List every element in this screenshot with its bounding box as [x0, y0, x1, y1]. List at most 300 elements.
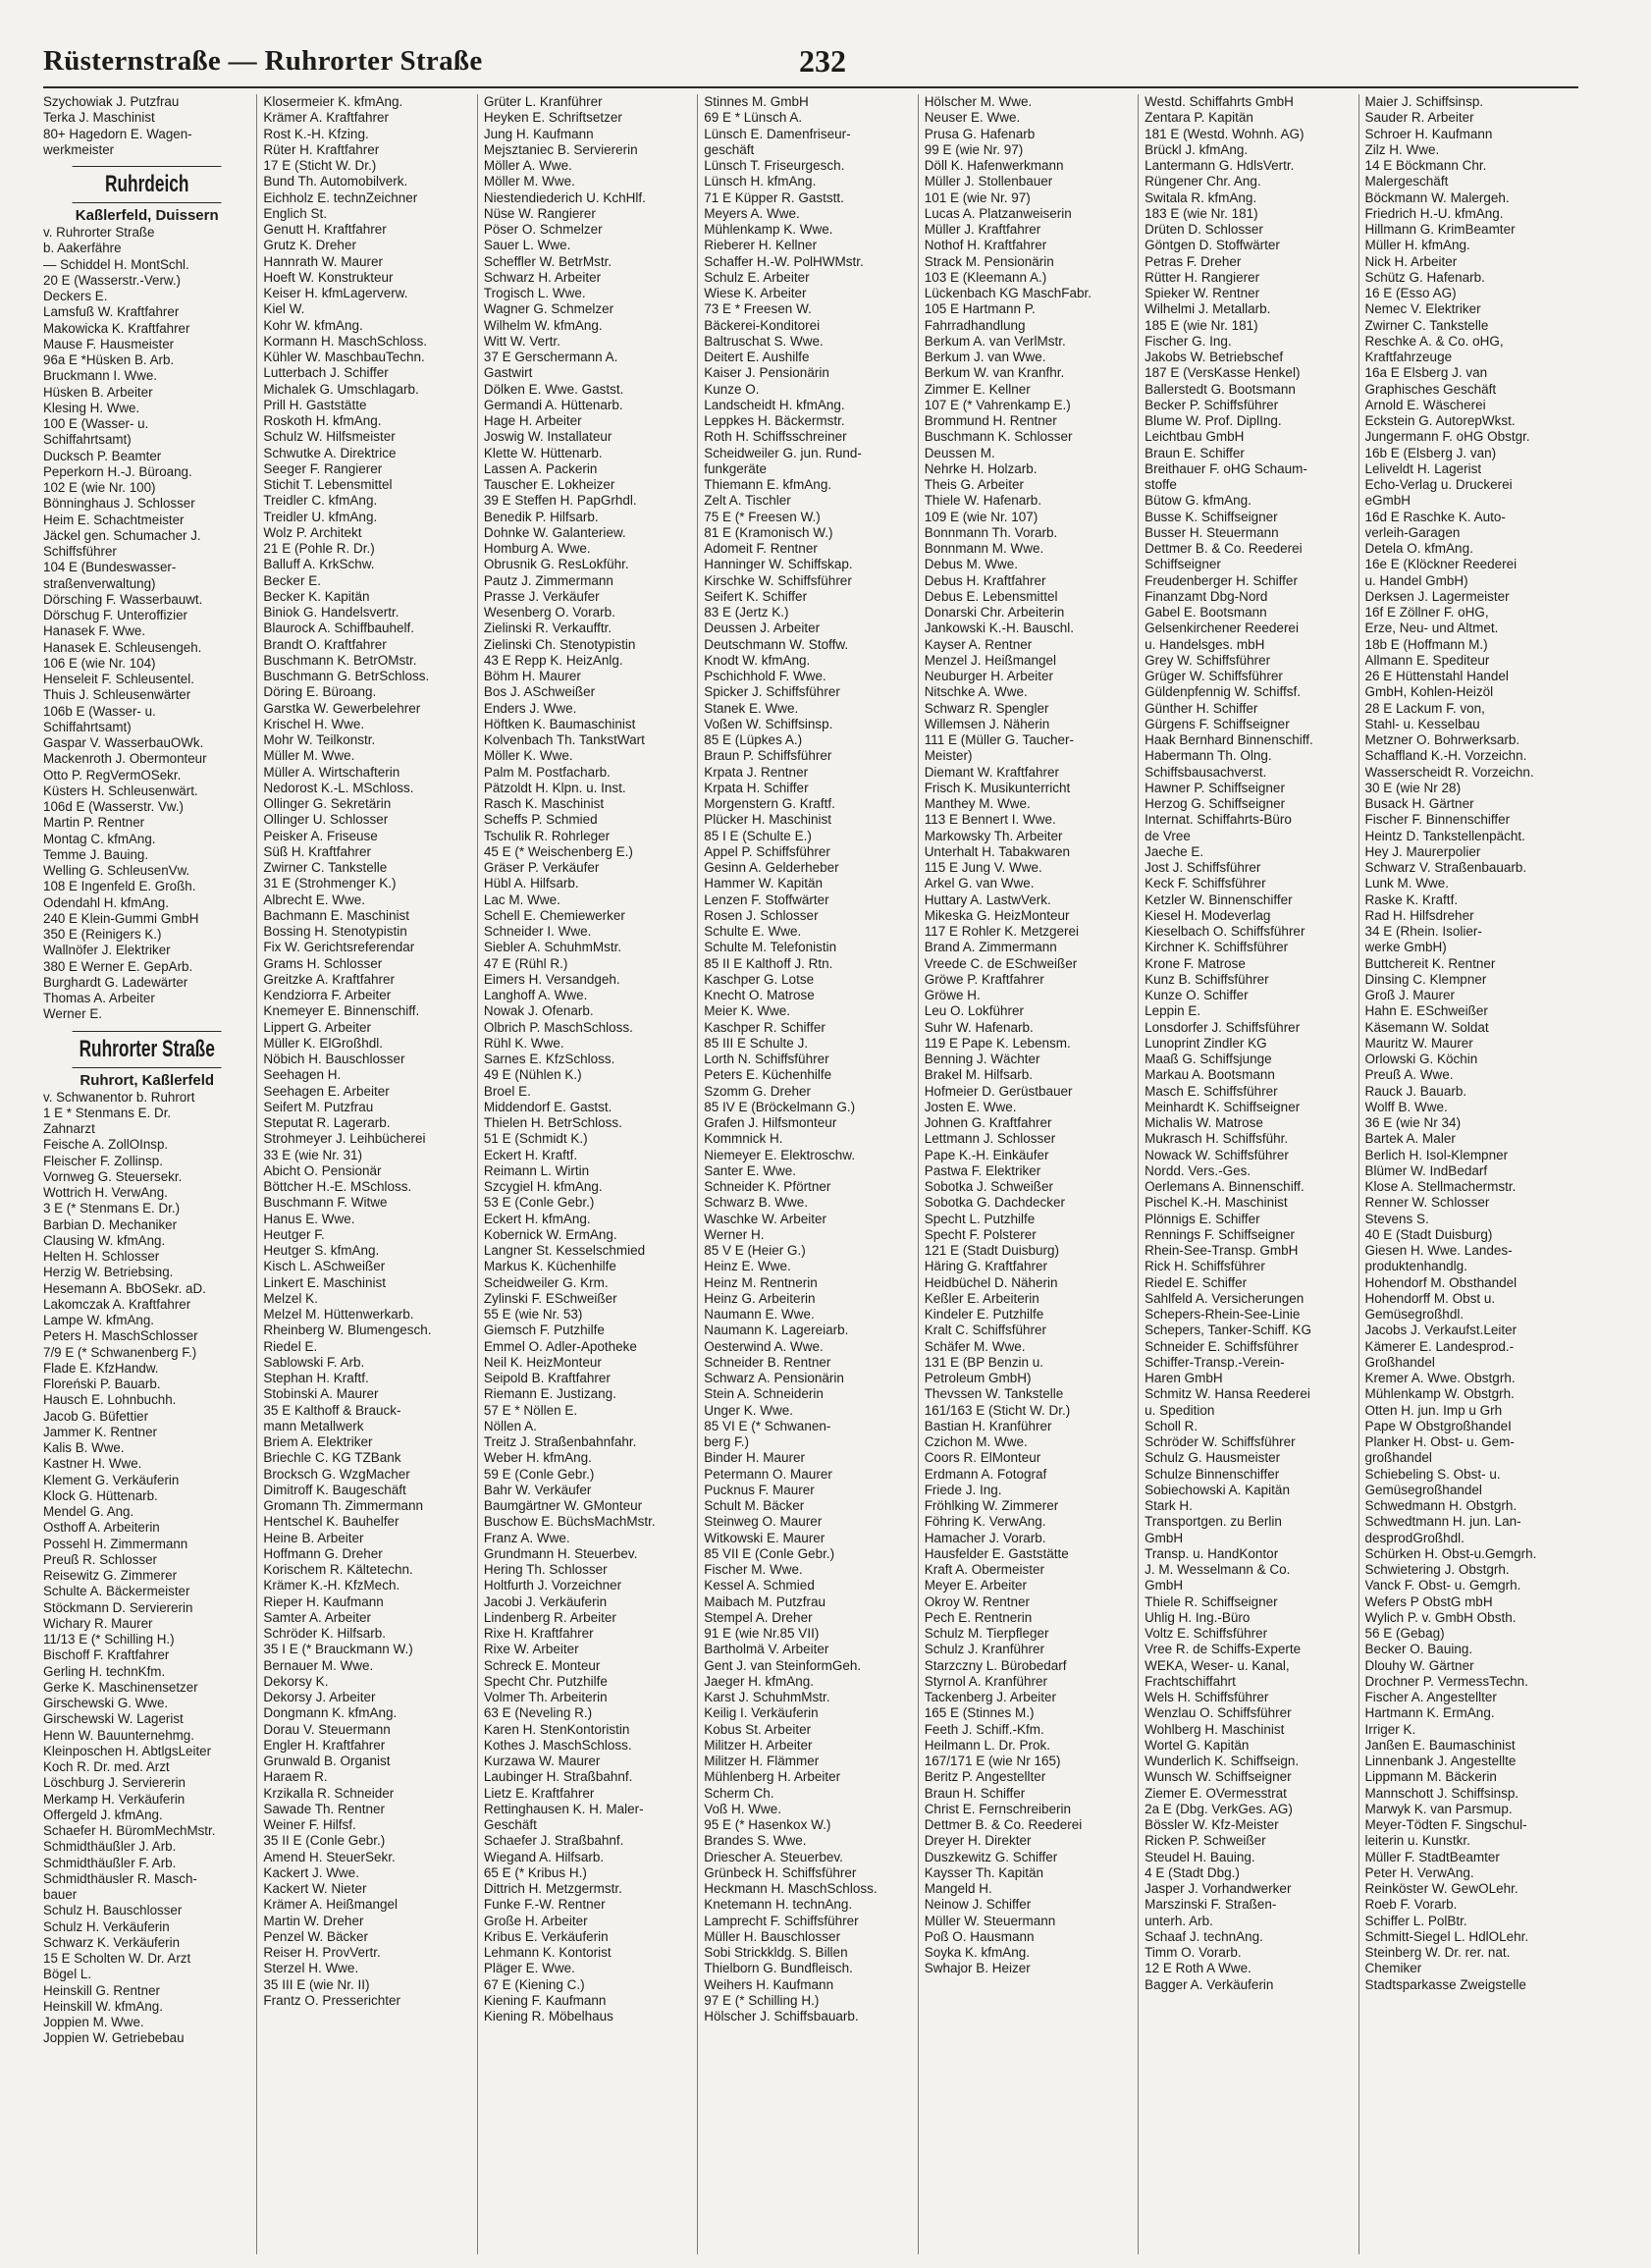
directory-entry: Meyer-Tödten F. Singschul-	[1364, 1817, 1527, 1832]
directory-entry: Zwirner C. Tankstelle	[1364, 317, 1489, 333]
directory-entry: Lehmann K. Kontorist	[483, 1945, 612, 1960]
directory-entry: Rennings F. Schiffseigner	[1145, 1226, 1295, 1242]
directory-entry: Gräser P. Verkäufer	[483, 860, 600, 875]
directory-entry: Jungermann F. oHG Obstgr.	[1364, 429, 1530, 445]
directory-entry: Palm M. Postfacharb.	[483, 764, 611, 780]
directory-entry: Abicht O. Pensionär	[263, 1162, 382, 1178]
directory-entry: Zylinski F. ESchweißer	[483, 1290, 617, 1306]
directory-column	[43, 94, 256, 2254]
directory-entry: Swhajor B. Heizer	[924, 1961, 1031, 1976]
directory-entry: Scheffs P. Schmied	[483, 812, 598, 828]
directory-entry: Finanzamt Dbg-Nord	[1145, 588, 1268, 604]
directory-entry: 2a E (Dbg. VerkGes. AG)	[1145, 1801, 1293, 1816]
directory-entry: Nehrke H. Holzarb.	[924, 460, 1038, 476]
directory-entry: 106b E (Wasser- u.	[43, 703, 156, 719]
directory-entry: Hannrath W. Maurer	[263, 253, 383, 269]
directory-entry: berg F.)	[704, 1434, 750, 1449]
directory-entry: Wylich P. v. GmbH Obsth.	[1364, 1609, 1517, 1625]
directory-entry: Müller H. kfmAng.	[1364, 238, 1470, 253]
directory-entry: Möller K. Wwe.	[483, 748, 573, 764]
directory-entry: Nemec V. Elektriker	[1364, 301, 1481, 317]
directory-entry: Middendorf E. Gastst.	[483, 1099, 612, 1114]
directory-entry: Deussen J. Arbeiter	[704, 621, 821, 636]
directory-entry: Strack M. Pensionärin	[924, 253, 1054, 269]
directory-entry: straßenverwaltung)	[43, 575, 156, 591]
directory-entry: Bönninghaus J. Schlosser	[43, 496, 195, 512]
directory-entry: Meier K. Wwe.	[704, 1003, 791, 1019]
directory-entry: Beritz P. Angestellter	[924, 1769, 1046, 1785]
directory-entry: Kackert W. Nieter	[263, 1881, 367, 1896]
directory-entry: WEKA, Weser- u. Kanal,	[1145, 1657, 1290, 1673]
directory-entry: 39 E Steffen H. PapGrhdl.	[483, 493, 637, 509]
directory-entry: 167/171 E (wie Nr 165)	[924, 1754, 1061, 1768]
directory-entry: Hammer W. Kapitän	[704, 876, 824, 891]
directory-entry: Hüsken B. Arbeiter	[43, 384, 153, 400]
directory-entry: Eckstein G. AutorepWkst.	[1364, 413, 1516, 428]
directory-entry: Riedel E.	[263, 1338, 318, 1354]
directory-entry: Nöllen A.	[483, 1418, 537, 1433]
directory-entry: Kremer A. Wwe. Obstgrh.	[1364, 1371, 1516, 1385]
directory-entry: Bernauer M. Wwe.	[263, 1657, 374, 1673]
directory-entry: Landscheidt H. kfmAng.	[704, 397, 845, 412]
directory-entry: Hamacher J. Vorarb.	[924, 1530, 1046, 1545]
directory-entry: Heinskill W. kfmAng.	[43, 1998, 163, 2014]
directory-entry: Vreede C. de ESchweißer	[924, 955, 1078, 971]
directory-entry: Schwarz K. Verkäuferin	[43, 1934, 181, 1950]
directory-entry: Meinhardt K. Schiffseigner	[1145, 1099, 1301, 1114]
directory-entry: Hohendorf M. Obsthandel	[1364, 1274, 1518, 1290]
directory-entry: Marwyk K. van Parsmup.	[1364, 1801, 1513, 1816]
directory-entry: 34 E (Rhein. Isolier-	[1364, 924, 1482, 939]
directory-entry: Kendziorra F. Arbeiter	[263, 988, 392, 1002]
directory-entry: Schmidthäußler F. Arb.	[43, 1855, 177, 1870]
directory-entry: verleih-Garagen	[1364, 524, 1461, 540]
directory-entry: Petroleum GmbH)	[924, 1371, 1032, 1385]
directory-entry: Nöbich H. Bauschlosser	[263, 1052, 405, 1066]
directory-entry: Lonsdorfer J. Schiffsführer	[1145, 1019, 1301, 1035]
directory-entry: Gastwirt	[483, 365, 533, 381]
directory-entry: Schiffahrtsamt)	[43, 719, 132, 734]
directory-entry: Tauscher E. Lokheizer	[483, 477, 615, 492]
street-heading: Ruhrdeich	[73, 166, 222, 203]
directory-entry: Peter H. VerwAng.	[1364, 1864, 1474, 1880]
directory-entry: Lünsch H. kfmAng.	[704, 174, 817, 189]
directory-entry: Kaschper G. Lotse	[704, 971, 815, 987]
directory-column	[256, 94, 476, 2254]
directory-entry: 7/9 E (* Schwanenberg F.)	[43, 1344, 197, 1360]
directory-entry: Jasper J. Vorhandwerker	[1145, 1881, 1292, 1896]
directory-entry: 81 E (Kramonisch W.)	[704, 524, 833, 540]
directory-entry: Malergeschäft	[1364, 174, 1449, 189]
directory-entry: Stein A. Schneiderin	[704, 1386, 824, 1402]
directory-entry: 117 E Rohler K. Metzgerei	[924, 924, 1080, 939]
directory-entry: 96a E *Hüsken B. Arb.	[43, 352, 175, 367]
directory-entry: Terka J. Maschinist	[43, 110, 155, 126]
directory-entry: Mohr W. Teilkonstr.	[263, 732, 376, 747]
directory-entry: Allmann E. Spediteur	[1364, 652, 1490, 668]
directory-entry: Schröder K. Hilfsarb.	[263, 1626, 386, 1641]
directory-entry: Naumann K. Lagereiarb.	[704, 1323, 849, 1338]
directory-entry: Fröhlking W. Zimmerer	[924, 1498, 1059, 1513]
directory-entry: stoffe	[1145, 477, 1177, 492]
directory-entry: Schepers-Rhein-See-Linie	[1145, 1307, 1301, 1322]
directory-entry: Werner E.	[43, 1006, 102, 1022]
directory-entry: Leichtbau GmbH	[1145, 429, 1245, 445]
directory-entry: 95 E (* Hasenkox W.)	[704, 1817, 831, 1832]
directory-entry: Nedorost K.-L. MSchloss.	[263, 780, 414, 795]
directory-entry: Döring E. Büroang.	[263, 684, 377, 700]
directory-entry: Kaschper R. Schiffer	[704, 1019, 826, 1035]
directory-entry: Schreck E. Monteur	[483, 1657, 601, 1673]
directory-entry: 85 III E Schulte J.	[704, 1035, 809, 1051]
directory-entry: Nitschke A. Wwe.	[924, 684, 1028, 700]
directory-entry: Theis G. Arbeiter	[924, 477, 1024, 492]
directory-entry: 43 E Repp K. HeizAnlg.	[483, 652, 623, 668]
directory-entry: Mendel G. Ang.	[43, 1504, 134, 1519]
directory-entry: Otto P. RegVermOSekr.	[43, 767, 182, 783]
directory-entry: Steudel H. Bauing.	[1145, 1849, 1255, 1864]
directory-entry: Böckmann W. Malergeh.	[1364, 189, 1510, 205]
directory-entry: 16f E Zöllner F. oHG,	[1364, 605, 1489, 620]
directory-entry: Schiffahrtsamt)	[43, 432, 132, 448]
directory-entry: Kämerer E. Landesprod.-	[1364, 1338, 1515, 1354]
directory-entry: Rauck J. Bauarb.	[1364, 1083, 1467, 1099]
directory-entry: u. Handelsges. mbH	[1145, 636, 1265, 652]
directory-entry: Wiegand A. Hilfsarb.	[483, 1849, 605, 1864]
directory-entry: Lampe W. kfmAng.	[43, 1313, 155, 1327]
page-title: Rüsternstraße — Ruhrorter Straße	[43, 45, 483, 77]
directory-entry: Lamsfuß W. Kraftfahrer	[43, 304, 180, 320]
directory-entry: Debus H. Kraftfahrer	[924, 572, 1046, 588]
directory-entry: Hage H. Arbeiter	[483, 413, 582, 428]
directory-entry: Wenzlau O. Schiffsführer	[1145, 1705, 1292, 1721]
directory-entry: Pastwa F. Elektriker	[924, 1162, 1041, 1178]
directory-entry: Heintz D. Tankstellenpächt.	[1364, 828, 1525, 843]
directory-entry: Jacobs J. Verkaufst.Leiter	[1364, 1323, 1518, 1338]
directory-entry: Dekorsy K.	[263, 1673, 329, 1689]
directory-entry: Rheinberg W. Blumengesch.	[263, 1323, 432, 1338]
directory-entry: Mikeska G. HeizMonteur	[924, 907, 1070, 923]
directory-entry: 104 E (Bundeswasser-	[43, 560, 177, 575]
directory-entry: Grüter L. Kranführer	[483, 94, 603, 109]
directory-entry: Kribus E. Verkäuferin	[483, 1928, 609, 1944]
directory-entry: 107 E (* Vahrenkamp E.)	[924, 397, 1071, 412]
directory-entry: Keßler E. Arbeiterin	[924, 1290, 1039, 1306]
directory-entry: Deutschmann W. Stoffw.	[704, 636, 849, 652]
directory-entry: Nowack W. Schiffsführer	[1145, 1147, 1289, 1162]
directory-entry: Keck F. Schiffsführer	[1145, 876, 1266, 891]
directory-entry: Dekorsy J. Arbeiter	[263, 1690, 376, 1704]
directory-entry: Wasserscheidt R. Vorzeichn.	[1364, 764, 1534, 780]
directory-entry: Garstka W. Gewerbelehrer	[263, 700, 421, 716]
directory-entry: Peters H. MaschSchlosser	[43, 1328, 198, 1344]
directory-entry: Stevens S.	[1364, 1211, 1429, 1226]
directory-entry: 53 E (Conle Gebr.)	[483, 1195, 595, 1211]
directory-entry: Pautz J. Zimmermann	[483, 572, 613, 588]
directory-entry: Dettmer B. & Co. Reederei	[1145, 541, 1303, 556]
directory-entry: Drochner P. VermessTechn.	[1364, 1673, 1528, 1689]
directory-entry: Gelsenkirchener Reederei	[1145, 621, 1299, 636]
directory-entry: Martin W. Dreher	[263, 1913, 364, 1928]
directory-entry: Lamprecht F. Schiffsführer	[704, 1913, 859, 1928]
directory-entry: Maaß G. Schiffsjunge	[1145, 1052, 1272, 1066]
directory-entry: 16a E Elsberg J. van	[1364, 365, 1488, 381]
directory-entry: Rasch K. Maschinist	[483, 796, 605, 811]
directory-entry: Oesterwind A. Wwe.	[704, 1338, 824, 1354]
directory-entry: Martin P. Rentner	[43, 815, 145, 831]
directory-entry: Possehl H. Zimmermann	[43, 1536, 188, 1551]
directory-entry: Meyers A. Wwe.	[704, 205, 800, 221]
directory-entry: Seehagen E. Arbeiter	[263, 1083, 390, 1099]
directory-entry: Seifert K. Schiffer	[704, 588, 808, 604]
directory-entry: Schiffer-Transp.-Verein-	[1145, 1354, 1285, 1370]
directory-entry: Balluff A. KrkSchw.	[263, 557, 375, 572]
directory-entry: mann Metallwerk	[263, 1418, 364, 1433]
directory-entry: Manthey M. Wwe.	[924, 796, 1031, 811]
directory-entry: Josten E. Wwe.	[924, 1099, 1017, 1114]
directory-entry: Welling G. SchleusenVw.	[43, 863, 190, 878]
directory-entry: Krone F. Matrose	[1145, 955, 1246, 971]
directory-entry: Donarski Chr. Arbeiterin	[924, 605, 1065, 620]
directory-entry: Zahnarzt	[43, 1121, 95, 1136]
directory-entry: Böhm H. Maurer	[483, 669, 581, 683]
directory-entry: Käsemann W. Soldat	[1364, 1019, 1489, 1035]
directory-entry: Buschmann K. Schlosser	[924, 429, 1073, 445]
directory-entry: Zwirner C. Tankstelle	[263, 860, 388, 875]
directory-entry: Schaffer H.-W. PolHWMstr.	[704, 253, 864, 269]
directory-entry: Ricken P. Schweißer	[1145, 1833, 1266, 1849]
directory-entry: Arkel G. van Wwe.	[924, 876, 1035, 891]
directory-entry: de Vree	[1145, 828, 1191, 843]
directory-entry: Johnen G. Kraftfahrer	[924, 1115, 1052, 1130]
directory-entry: Schulz W. Hilfsmeister	[263, 429, 396, 445]
directory-entry: Militzer H. Arbeiter	[704, 1737, 813, 1753]
directory-entry: 181 E (Westd. Wohnh. AG)	[1145, 126, 1305, 141]
directory-entry: Fischer M. Wwe.	[704, 1562, 803, 1577]
directory-entry: 161/163 E (Sticht W. Dr.)	[924, 1402, 1071, 1418]
directory-entry: 16b E (Elsberg J. van)	[1364, 445, 1497, 460]
directory-entry: Heutger F.	[263, 1226, 325, 1242]
directory-entry: Schmitt-Siegel L. HdlOLehr.	[1364, 1928, 1529, 1944]
directory-entry: Stempel A. Dreher	[704, 1609, 813, 1625]
directory-entry: Scherm Ch.	[704, 1785, 774, 1801]
directory-entry: Zielinski Ch. Stenotypistin	[483, 636, 636, 652]
directory-entry: Klette W. Hüttenarb.	[483, 445, 603, 460]
directory-entry: Siebler A. SchuhmMstr.	[483, 940, 622, 955]
directory-entry: Eckert H. kfmAng.	[483, 1211, 591, 1226]
directory-entry: Müller A. Wirtschafterin	[263, 764, 400, 780]
directory-entry: 71 E Küpper R. Gaststt.	[704, 189, 844, 205]
directory-entry: 380 E Werner E. GepArb.	[43, 958, 193, 974]
directory-entry: Tackenberg J. Arbeiter	[924, 1690, 1057, 1704]
directory-entry: Meyer E. Arbeiter	[924, 1578, 1027, 1593]
directory-entry: GmbH, Kohlen-Heizöl	[1364, 684, 1494, 700]
directory-entry: Küsters H. Schleusenwärt.	[43, 783, 198, 798]
directory-entry: Hillmann G. KrimBeamter	[1364, 222, 1516, 237]
directory-entry: Bastian H. Kranführer	[924, 1418, 1052, 1433]
directory-entry: Prusa G. Hafenarb	[924, 126, 1036, 141]
directory-entry: J. M. Wesselmann & Co.	[1145, 1562, 1291, 1577]
directory-entry: Güldenpfennig W. Schiffsf.	[1145, 684, 1301, 700]
directory-entry: 69 E * Lünsch A.	[704, 110, 803, 126]
directory-entry: Große H. Arbeiter	[483, 1913, 588, 1928]
directory-entry: Maibach M. Putzfrau	[704, 1593, 826, 1609]
directory-entry: Bonnmann M. Wwe.	[924, 541, 1044, 556]
directory-entry: Plönnigs E. Schiffer	[1145, 1211, 1260, 1226]
directory-entry: desprodGroßhdl.	[1364, 1530, 1465, 1545]
directory-entry: Schulz J. Kranführer	[924, 1642, 1044, 1657]
directory-entry: Schulz M. Tierpfleger	[924, 1626, 1049, 1641]
directory-entry: Berlich H. Isol-Klempner	[1364, 1147, 1509, 1162]
directory-entry: Kayser A. Rentner	[924, 636, 1033, 652]
directory-entry: Strohmeyer J. Leihbücherei	[263, 1131, 426, 1147]
directory-entry: Treidler U. kfmAng.	[263, 509, 378, 524]
directory-entry: Zielinski R. Verkaufftr.	[483, 621, 612, 636]
directory-entry: Schulz E. Arbeiter	[704, 269, 810, 285]
directory-entry: Schiebeling S. Obst- u.	[1364, 1466, 1501, 1482]
directory-entry: Gaspar V. WasserbauOWk.	[43, 735, 204, 750]
directory-entry: Brandt O. Kraftfahrer	[263, 636, 387, 652]
directory-entry: Janßen E. Baumaschinist	[1364, 1737, 1516, 1753]
directory-entry: geschäft	[704, 141, 755, 157]
directory-entry: Irriger K.	[1364, 1721, 1416, 1737]
directory-entry: Rütter H. Rangierer	[1145, 269, 1260, 285]
directory-entry: Grutz K. Dreher	[263, 238, 356, 253]
directory-column	[1138, 94, 1358, 2254]
directory-entry: Santer E. Wwe.	[704, 1162, 797, 1178]
directory-entry: Stark H.	[1145, 1498, 1193, 1513]
directory-entry: Kackert J. Wwe.	[263, 1864, 359, 1880]
directory-entry: Wefers P ObstG mbH	[1364, 1593, 1493, 1609]
directory-entry: 85 IV E (Bröckelmann G.)	[704, 1099, 856, 1114]
directory-entry: Osthoff A. Arbeiterin	[43, 1520, 160, 1536]
directory-entry: Albrecht E. Wwe.	[263, 891, 365, 907]
directory-entry: Knecht O. Matrose	[704, 988, 815, 1002]
directory-entry: Schult M. Bäcker	[704, 1498, 805, 1513]
directory-entry: Schiffsbausachverst.	[1145, 764, 1267, 780]
directory-entry: Spieker W. Rentner	[1145, 286, 1260, 300]
directory-entry: 16 E (Esso AG)	[1364, 286, 1457, 300]
directory-entry: Stanek E. Wwe.	[704, 700, 799, 716]
directory-entry: Wichary R. Maurer	[43, 1615, 153, 1631]
directory-entry: Nick H. Arbeiter	[1364, 253, 1458, 269]
directory-entry: 36 E (wie Nr 34)	[1364, 1115, 1462, 1130]
directory-entry: Gent J. van SteinformGeh.	[704, 1657, 862, 1673]
directory-entry: Wortel G. Kapitän	[1145, 1737, 1250, 1753]
directory-entry: Bartek A. Maler	[1364, 1131, 1456, 1147]
directory-entry: Hausfelder E. Gaststätte	[924, 1545, 1069, 1561]
directory-entry: Nothof H. Kraftfahrer	[924, 238, 1047, 253]
directory-entry: Schwarz A. Pensionärin	[704, 1371, 844, 1385]
directory-entry: Rost K.-H. Kfzing.	[263, 126, 369, 141]
directory-entry: Planker H. Obst- u. Gem-	[1364, 1434, 1515, 1449]
directory-entry: Hohendorff M. Obst u.	[1364, 1290, 1496, 1306]
directory-entry: Treitz J. Straßenbahnfahr.	[483, 1434, 637, 1449]
directory-entry: Kastner H. Wwe.	[43, 1456, 142, 1472]
directory-entry: Schaaf J. technAng.	[1145, 1928, 1263, 1944]
directory-entry: Deckers E.	[43, 289, 108, 303]
directory-entry: Raske K. Kraftf.	[1364, 891, 1459, 907]
directory-entry: Soyka K. kfmAng.	[924, 1945, 1030, 1960]
directory-entry: Germandi A. Hüttenarb.	[483, 397, 623, 412]
directory-entry: Transp. u. HandKontor	[1145, 1545, 1279, 1561]
directory-entry: Vree R. de Schiffs-Experte	[1145, 1642, 1302, 1657]
directory-entry: Schulte M. Telefonistin	[704, 940, 837, 955]
directory-entry: Lippmann M. Bäckerin	[1364, 1769, 1497, 1785]
directory-entry: Pätzoldt H. Klpn. u. Inst.	[483, 780, 626, 795]
directory-entry: 73 E * Freesen W.	[704, 301, 812, 317]
directory-entry: Jaeche E.	[1145, 843, 1204, 859]
directory-entry: Greitzke A. Kraftfahrer	[263, 971, 395, 987]
directory-entry: Krämer K.-H. KfzMech.	[263, 1578, 400, 1593]
directory-entry: Fischer G. Ing.	[1145, 333, 1232, 349]
directory-entry: 183 E (wie Nr. 181)	[1145, 205, 1258, 221]
directory-entry: Hausch E. Lohnbuchh.	[43, 1392, 177, 1408]
directory-entry: Sablowski F. Arb.	[263, 1354, 365, 1370]
directory-entry: Pape W ObstgroßhandeI	[1364, 1418, 1512, 1433]
directory-entry: Pech E. Rentnerin	[924, 1609, 1033, 1625]
directory-entry: Linkert E. Maschinist	[263, 1274, 386, 1290]
directory-entry: Pischel K.-H. Maschinist	[1145, 1195, 1288, 1211]
directory-entry: Reiser H. ProvVertr.	[263, 1945, 381, 1960]
directory-entry: Reisewitz G. Zimmerer	[43, 1568, 178, 1583]
district-heading: Ruhrort, Kaßlerfeld	[80, 1071, 215, 1089]
directory-entry: Benning J. Wächter	[924, 1052, 1040, 1066]
directory-entry: Emmel O. Adler-Apotheke	[483, 1338, 637, 1354]
directory-entry: Weihers H. Kaufmann	[704, 1976, 834, 1992]
directory-entry: Klesing H. Wwe.	[43, 400, 140, 415]
directory-entry: Preuß R. Schlosser	[43, 1551, 157, 1567]
directory-entry: Zentara P. Kapitän	[1145, 110, 1253, 126]
directory-entry: Melzel M. Hüttenwerkarb.	[263, 1307, 414, 1322]
directory-entry: Bartholmä V. Arbeiter	[704, 1642, 829, 1657]
directory-entry: Becker O. Bauing.	[1364, 1642, 1473, 1657]
directory-entry: Klock G. Hüttenarb.	[43, 1487, 158, 1503]
directory-entry: Szychowiak J. Putzfrau	[43, 94, 180, 109]
directory-entry: Berkum J. van Wwe.	[924, 350, 1046, 364]
directory-entry: Hanus E. Wwe.	[263, 1211, 355, 1226]
directory-entry: Maier J. Schiffsinsp.	[1364, 94, 1484, 109]
directory-entry: 33 E (wie Nr. 31)	[263, 1147, 362, 1162]
directory-entry: Schneider K. Pförtner	[704, 1179, 831, 1194]
directory-entry: Debus E. Lebensmittel	[924, 588, 1058, 604]
directory-entry: 113 E Bennert I. Wwe.	[924, 812, 1056, 828]
directory-entry: Mukrasch H. Schiffsführ.	[1145, 1131, 1289, 1147]
directory-entry: Nüse W. Rangierer	[483, 205, 596, 221]
directory-entry: Stinnes M. GmbH	[704, 94, 809, 109]
directory-entry: Hoffmann G. Dreher	[263, 1545, 383, 1561]
directory-entry: Dongmann K. kfmAng.	[263, 1705, 398, 1721]
directory-entry: Westd. Schiffahrts GmbH	[1145, 94, 1294, 109]
directory-entry: Lunoprint Zindler KG	[1145, 1035, 1267, 1051]
directory-entry: Großhandel	[1364, 1354, 1435, 1370]
directory-entry: Wolz P. Architekt	[263, 524, 362, 540]
directory-entry: 15 E Scholten W. Dr. Arzt	[43, 1951, 191, 1966]
directory-entry: Jankowski K.-H. Bauschl.	[924, 621, 1074, 636]
directory-entry: Eimers H. Versandgeh.	[483, 971, 620, 987]
directory-entry: Becker K. Kapitän	[263, 588, 370, 604]
directory-entry: Krpata H. Schiffer	[704, 780, 809, 795]
directory-entry: Starzczny L. Bürobedarf	[924, 1657, 1067, 1673]
directory-entry: Ducksch P. Beamter	[43, 448, 162, 463]
directory-entry: 131 E (BP Benzin u.	[924, 1354, 1044, 1370]
directory-entry: Brückl J. kfmAng.	[1145, 141, 1249, 157]
directory-entry: Busse K. Schiffseigner	[1145, 509, 1278, 524]
directory-entry: Schepers, Tanker-Schiff. KG	[1145, 1323, 1311, 1338]
directory-entry: Specht L. Putzhilfe	[924, 1211, 1036, 1226]
directory-entry: Bonnmann Th. Vorarb.	[924, 524, 1058, 540]
directory-entry: Riemann E. Justizang.	[483, 1386, 616, 1402]
